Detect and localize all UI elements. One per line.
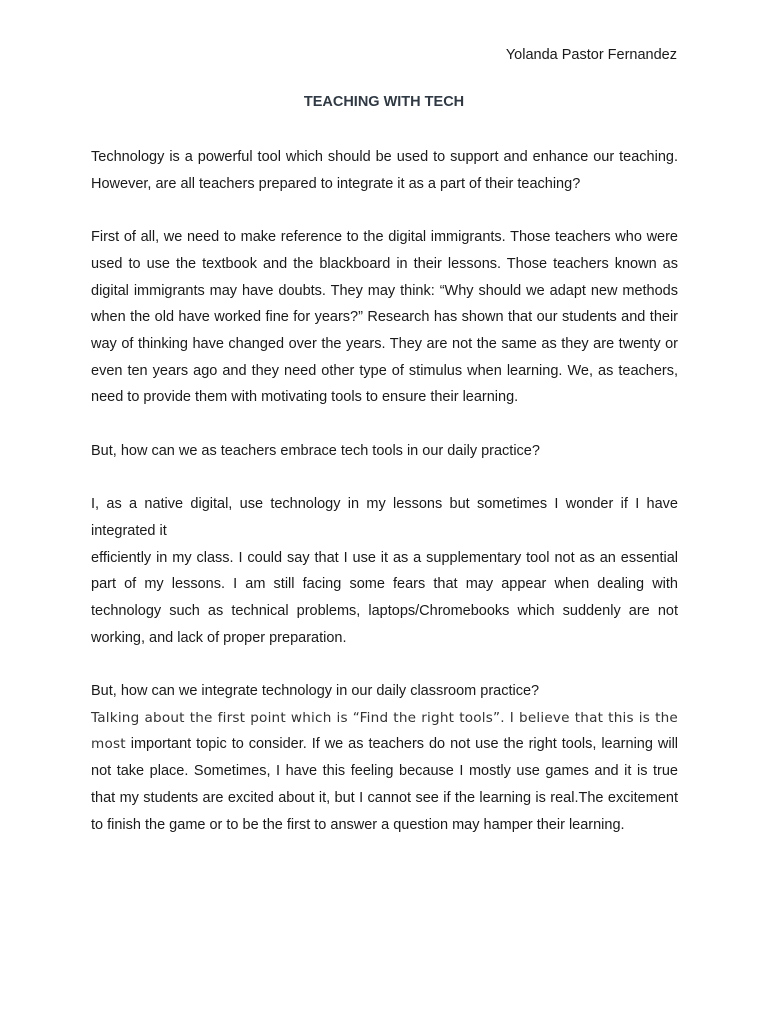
paragraph-native-digital-part2: efficiently in my class. I could say that I use it as a supplementary tool not as an essential part of my lessons. I am still facing some fears that may appear when dealing with technology such as technical problems, laptops/Chromebooks which suddenly are not working, and lack of proper preparation. bbox=[91, 549, 678, 646]
right-tools-lead: Talking about the first point which is “Find the right tools”. I believe that this is the most bbox=[91, 709, 678, 753]
paragraph-question-embrace: But, how can we as teachers embrace tech tools in our daily practice? bbox=[91, 442, 540, 459]
paragraph-right-tools bbox=[91, 705, 678, 839]
document-body bbox=[91, 144, 678, 865]
paragraph-question-integrate: But, how can we integrate technology in our daily classroom practice? bbox=[91, 683, 540, 699]
paragraph-intro: Technology is a powerful tool which should be used to support and enhance our teaching. However, are all teachers prepared to integrate it as a part of their teaching? bbox=[91, 149, 678, 192]
document-title: TEACHING WITH TECH bbox=[303, 94, 465, 110]
native-digital-first-line: I, as a native digital, use technology in my lessons but sometimes I wonder if I have integrated it bbox=[91, 496, 678, 539]
paragraph-native-digital-part1 bbox=[91, 491, 678, 544]
right-tools-rest: important topic to consider. If we as teachers do not use the right tools, learning will not take place. Sometimes, I have this feeling because I mostly use games and it is true that my students are excited about it, but I cannot see if the learning is real.The excitement to finish the game or to be the first to answer a question may hamper their learning. bbox=[91, 736, 679, 833]
author-name: Yolanda Pastor Fernandez bbox=[505, 47, 677, 63]
paragraph-digital-immigrants: First of all, we need to make reference to the digital immigrants. Those teachers who were used to use the textbook and the blackboard in their lessons. Those teachers known as digital immigrants may have doubts. They may think: “Why should we adapt new methods when the old have worked fine for years?” Research has shown that our students and their way of thinking have changed over the years. They are not the same as they are twenty or even ten years ago and they need other type of stimulus when learning. We, as teachers, need to provide them with motivating tools to ensure their learning. bbox=[91, 229, 678, 406]
